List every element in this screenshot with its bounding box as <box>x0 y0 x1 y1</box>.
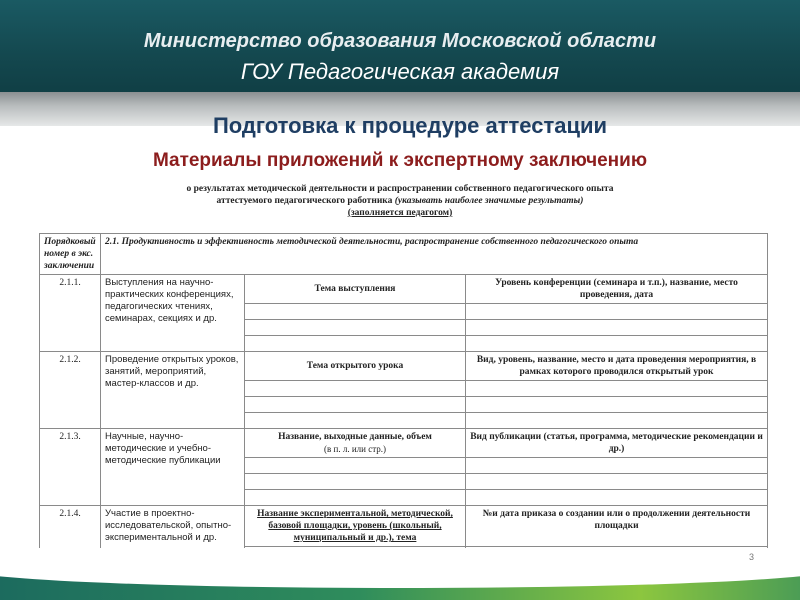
blank-cell[interactable] <box>245 397 466 413</box>
col2-header: Уровень конференции (семинара и т.п.), название, место проведения, дата <box>466 275 768 304</box>
col2-header: Вид публикации (статья, программа, методические рекомендации и др.) <box>466 429 768 458</box>
academy-name: ГОУ Педагогическая академия <box>240 59 560 84</box>
blank-cell[interactable] <box>466 490 768 506</box>
blank-cell[interactable] <box>245 474 466 490</box>
table-row <box>40 352 768 381</box>
row-num: 2.1.3. <box>40 429 101 506</box>
blank-cell[interactable] <box>245 336 466 352</box>
blank-cell[interactable] <box>466 304 768 320</box>
header-num-cell: Порядковый номер в экс. заключении <box>40 234 101 275</box>
col1-header: Название экспериментальной, методической, базовой площадки, уровень (школьный, муниципальный и др.), тема <box>245 506 466 547</box>
col2-header: №и дата приказа о создании или о продолжении деятельности площадки <box>466 506 768 547</box>
document-title-line2-text: аттестуемого педагогического работника <box>216 196 393 206</box>
blank-cell[interactable] <box>466 474 768 490</box>
row-desc: Проведение открытых уроков, занятий, мероприятий, мастер-классов и др. <box>101 352 245 429</box>
row-num: 2.1.1. <box>40 275 101 352</box>
document-title-line1: о результатах методической деятельности и распространении собственного педагогического опыта <box>186 184 614 194</box>
table-row <box>40 275 768 304</box>
blank-cell[interactable] <box>245 320 466 336</box>
col2-header: Вид, уровень, название, место и дата проведения мероприятия, в рамках которого проводился открытый урок <box>466 352 768 381</box>
col1-header <box>245 429 466 458</box>
blank-cell[interactable] <box>466 381 768 397</box>
row-desc: Участие в проектно-исследовательской, опытно-экспериментальной и др. <box>101 506 245 562</box>
col1-header: Тема открытого урока <box>245 352 466 381</box>
header-section-cell: 2.1. Продуктивность и эффективность методической деятельности, распространение собственного педагогического опыта <box>101 234 768 275</box>
slide-title: Подготовка к процедуре аттестации <box>212 113 608 138</box>
slide-subtitle: Материалы приложений к экспертному заключению <box>152 150 648 171</box>
table-row <box>40 429 768 458</box>
document-title-line2 <box>0 195 800 207</box>
ministry-name: Министерство образования Московской области <box>143 30 657 52</box>
blank-cell[interactable] <box>466 336 768 352</box>
blank-cell[interactable] <box>466 458 768 474</box>
blank-cell[interactable] <box>245 304 466 320</box>
table-header-row <box>40 234 768 275</box>
document-title-line2-note: (указывать наиболее значимые результаты) <box>394 196 584 206</box>
blank-cell[interactable] <box>245 458 466 474</box>
blank-cell[interactable] <box>466 320 768 336</box>
document-note: (заполняется педагогом) <box>347 208 453 218</box>
blank-cell[interactable] <box>245 413 466 429</box>
col1-header: Тема выступления <box>245 275 466 304</box>
col1-header-text: Название, выходные данные, объем <box>278 432 432 442</box>
col1-header-sub: (в п. л. или стр.) <box>324 444 386 454</box>
row-desc: Выступления на научно-практических конференциях, педагогических чтениях, семинарах, секциях и др. <box>101 275 245 352</box>
attestation-table <box>39 233 768 562</box>
footer-wave <box>0 548 800 588</box>
page-number: 3 <box>749 552 755 562</box>
row-desc: Научные, научно-методические и учебно-методические публикации <box>101 429 245 506</box>
blank-cell[interactable] <box>245 490 466 506</box>
table-row <box>40 506 768 547</box>
row-num: 2.1.4. <box>40 506 101 562</box>
blank-cell[interactable] <box>466 413 768 429</box>
document-title <box>0 183 800 207</box>
blank-cell[interactable] <box>245 381 466 397</box>
blank-cell[interactable] <box>466 397 768 413</box>
row-num: 2.1.2. <box>40 352 101 429</box>
